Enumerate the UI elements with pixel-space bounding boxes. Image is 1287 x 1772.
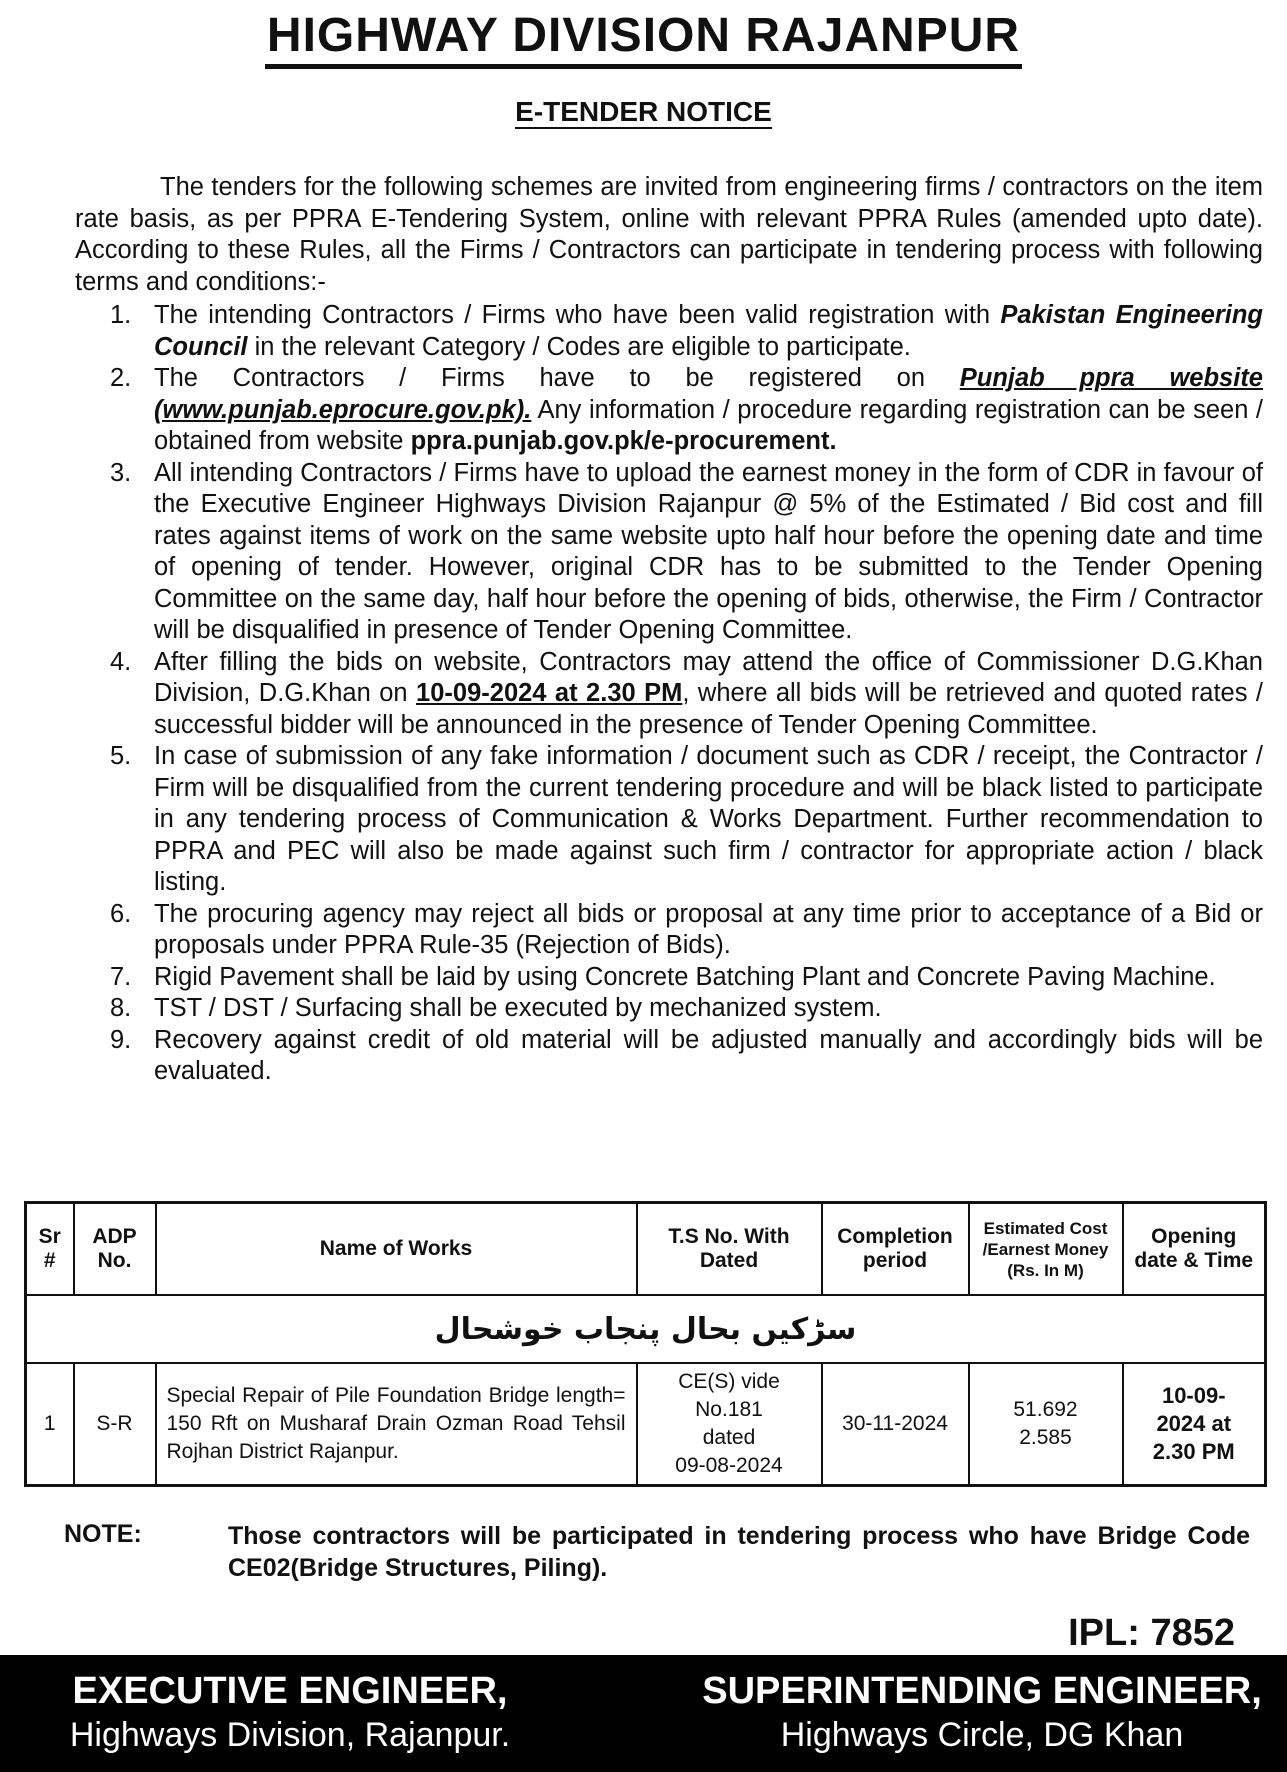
ipl-number: IPL: 7852 [1068, 1612, 1235, 1654]
col-header-completion: Completion period [822, 1203, 969, 1296]
term-item: 2. The Contractors / Firms have to be registered on Punjab ppra website (www.punjab.eprocure.gov.pk). Any information / procedure regarding registration can be seen / obtained from website ppra.punjab.gov.pk/e-procurement. [110, 364, 1263, 455]
pec-name: Pakistan Engineering Council [154, 301, 1263, 361]
executive-engineer-signature: EXECUTIVE ENGINEER, Highways Division, Rajanpur. [69, 1670, 511, 1754]
earnest-money: 2.585 [1019, 1426, 1072, 1449]
term-item: 9. Recovery against credit of old material will be adjusted manually and accordingly bids will be evaluated. [110, 1025, 1263, 1085]
term-number: 1. [110, 301, 132, 329]
works-table [24, 1201, 1267, 1487]
term-number: 5. [110, 742, 132, 770]
term-number: 8. [110, 994, 132, 1022]
intro-paragraph: The tenders for the following schemes are invited from engineering firms / contractors on the item rate basis, as per PPRA E-Tendering System, online with relevant PPRA Rules (amended upto date). According to these Rules, all the Firms / Contractors can participate in tendering process with following terms and conditions:- [75, 173, 1263, 296]
terms-list [110, 300, 1263, 1088]
term-item: 7. Rigid Pavement shall be laid by using Concrete Batching Plant and Concrete Paving Machine. [110, 962, 1263, 994]
term-item: 8. TST / DST / Surfacing shall be executed by mechanized system. [110, 993, 1263, 1025]
term-number: 6. [110, 899, 132, 928]
cell-opening: 10-09- 2024 at 2.30 PM [1123, 1363, 1266, 1486]
col-header-name: Name of Works [156, 1203, 637, 1296]
notice-subtitle: E-TENDER NOTICE [515, 96, 772, 127]
col-header-ts: T.S No. With Dated [637, 1203, 822, 1296]
col-header-adp: ADP No. [74, 1203, 156, 1296]
superintending-engineer-signature: SUPERINTENDING ENGINEER, Highways Circle, DG Khan [702, 1670, 1262, 1754]
estimated-cost: 51.692 [1013, 1398, 1078, 1421]
term-number: 4. [110, 647, 132, 676]
col-header-opening: Opening date & Time [1123, 1203, 1266, 1296]
term-item: 6. The procuring agency may reject all bids or proposal at any time prior to acceptance of a Bid or proposals under PPRA Rule-35 (Rejection of Bids). [110, 899, 1263, 959]
opening-datetime: 10-09-2024 at 2.30 PM [416, 679, 683, 707]
signature-footer [0, 1655, 1287, 1772]
col-header-cost: Estimated Cost /Earnest Money (Rs. In M) [969, 1203, 1123, 1296]
cell-work-name: Special Repair of Pile Foundation Bridge length= 150 Rft on Musharaf Drain Ozman Road Tehsil Rojhan District Rajanpur. [156, 1363, 637, 1486]
table-row [26, 1363, 1266, 1486]
note-label: NOTE: [64, 1520, 142, 1548]
page-title: HIGHWAY DIVISION RAJANPUR [0, 8, 1287, 69]
cell-adp: S-R [74, 1363, 156, 1486]
cell-cost [969, 1363, 1123, 1486]
note-text: Those contractors will be participated in tendering process who have Bridge Code CE02(Bridge Structures, Piling). [228, 1522, 1250, 1582]
section-row [26, 1295, 1266, 1363]
table-header-row [26, 1203, 1266, 1296]
term-item: 1. The intending Contractors / Firms who have been valid registration with Pakistan Engineering Council in the relevant Category / Codes are eligible to participate. [110, 301, 1263, 361]
term-item: 5. In case of submission of any fake information / document such as CDR / receipt, the Contractor / Firm will be disqualified from the current tendering procedure and will be black listed to participate in any tendering process of Communication & Works Department. Further recommendation to PPRA and PEC will also be made against such firm / contractor for appropriate action / black listing. [110, 742, 1263, 896]
cell-sr: 1 [26, 1363, 74, 1486]
term-item: 4. After filling the bids on website, Contractors may attend the office of Commissioner D.G.Khan Division, D.G.Khan on 10-09-2024 at 2.30 PM, where all bids will be retrieved and quoted rates / successful bidder will be announced in the presence of Tender Opening Committee. [110, 647, 1263, 739]
col-header-sr: Sr # [26, 1203, 74, 1296]
term-number: 7. [110, 962, 132, 991]
term-number: 3. [110, 458, 132, 487]
cell-ts: CE(S) vide No.181 dated 09-08-2024 [637, 1363, 822, 1486]
ppra-link[interactable]: ppra.punjab.gov.pk/e-procurement. [410, 427, 837, 455]
term-number: 9. [110, 1025, 132, 1054]
term-number: 2. [110, 364, 132, 392]
eprocure-link[interactable]: Punjab ppra website (www.punjab.eprocure.gov.pk). [154, 364, 1263, 424]
cell-completion: 30-11-2024 [822, 1363, 969, 1486]
term-item: 3. All intending Contractors / Firms have to upload the earnest money in the form of CDR in favour of the Executive Engineer Highways Division Rajanpur @ 5% of the Estimated / Bid cost and fill rates against items of work on the same website upto half hour before the opening date and time of opening of tender. However, original CDR has to be submitted to the Tender Opening Committee on the same day, half hour before the opening of bids, otherwise, the Firm / Contractor will be disqualified in presence of Tender Opening Committee. [110, 458, 1263, 644]
urdu-section-title: سڑکیں بحال پنجاب خوشحال [26, 1295, 1266, 1363]
